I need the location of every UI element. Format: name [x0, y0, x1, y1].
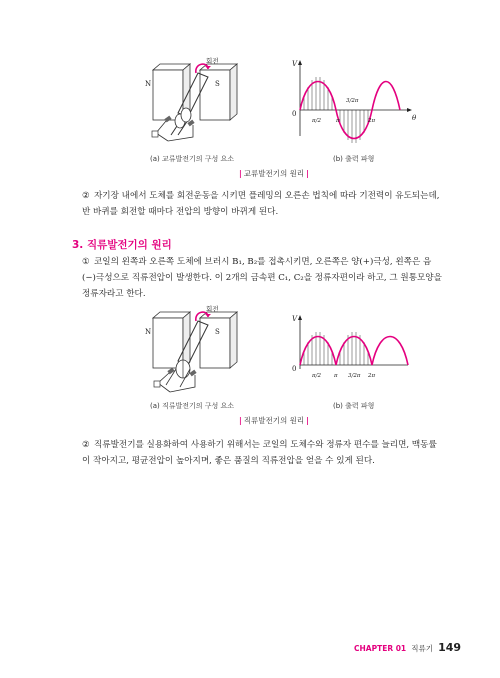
tick-3pi-over-2: 3/2π	[346, 98, 359, 104]
theta-axis-label: θ	[412, 114, 417, 122]
v-axis-label: V	[292, 60, 298, 68]
origin-label: 0	[292, 365, 297, 373]
tick-2pi: 2π	[368, 373, 376, 379]
rotation-label: 회전	[206, 305, 219, 313]
pole-n-label: N	[145, 328, 152, 336]
figure2-caption-b: (b) 출력 파형	[333, 402, 375, 410]
ac-generator-diagram	[138, 55, 248, 145]
footer-chapter-name: 직류기	[411, 644, 433, 653]
figure1-caption-b: (b) 출력 파형	[333, 155, 375, 163]
paragraph-dc-practical: ② 직류발전기를 실용화하여 사용하기 위해서는 코일의 도체수와 정류자 편수를 늘리면, 맥동률이 작아지고, 평균전압이 높아지며, 좋은 품질의 직류전압을 얻을 수 있게 된다.	[82, 437, 444, 469]
paragraph-number: ②	[82, 440, 90, 450]
section-heading: 3. 직류발전기의 원리	[72, 239, 172, 251]
paragraph-dc-explanation: ① 코일의 왼쪽과 오른쪽 도체에 브러시 B₁, B₂를 접촉시키면, 오른쪽은 양(+)극성, 왼쪽은 음(−)극성으로 직류전압이 발생한다. 이 2개의 금속편 C₁, C₂을 정류자편이라 하고, 그 원통모양을 정류자라고 한다.	[82, 254, 444, 302]
v-axis-label: V	[292, 315, 298, 323]
pole-s-label: S	[215, 328, 220, 336]
tick-pi: π	[336, 118, 340, 124]
figure1-caption-a: (a) 교류발전기의 구성 요소	[150, 155, 235, 163]
page-footer	[354, 636, 461, 655]
tick-pi-over-2: π/2	[312, 118, 321, 124]
footer-chapter: CHAPTER 01	[354, 644, 407, 653]
tick-2pi: 2π	[368, 118, 376, 124]
rotation-label: 회전	[206, 57, 219, 65]
paragraph-number: ②	[82, 191, 90, 201]
dc-output-waveform	[290, 313, 420, 383]
ac-output-waveform	[290, 58, 420, 143]
dc-generator-diagram	[138, 303, 248, 395]
tick-pi: π	[334, 373, 338, 379]
tick-3pi-over-2: 3/2π	[348, 373, 361, 379]
figure2-caption-a: (a) 직류발전기의 구성 요소	[150, 402, 235, 410]
paragraph-ac-explanation: ② 자기장 내에서 도체를 회전운동을 시키면 플레밍의 오른손 법칙에 따라 기전력이 유도되는데, 반 바퀴를 회전할 때마다 전압의 방향이 바뀌게 된다.	[82, 188, 444, 220]
origin-label: 0	[292, 110, 297, 118]
figure1-title: | 교류발전기의 원리 |	[239, 169, 309, 178]
pole-n-label: N	[145, 80, 152, 88]
figure2-title: | 직류발전기의 원리 |	[239, 416, 309, 425]
pole-s-label: S	[215, 80, 220, 88]
tick-pi-over-2: π/2	[312, 373, 321, 379]
page-number: 149	[438, 641, 462, 654]
paragraph-number: ①	[82, 257, 90, 267]
